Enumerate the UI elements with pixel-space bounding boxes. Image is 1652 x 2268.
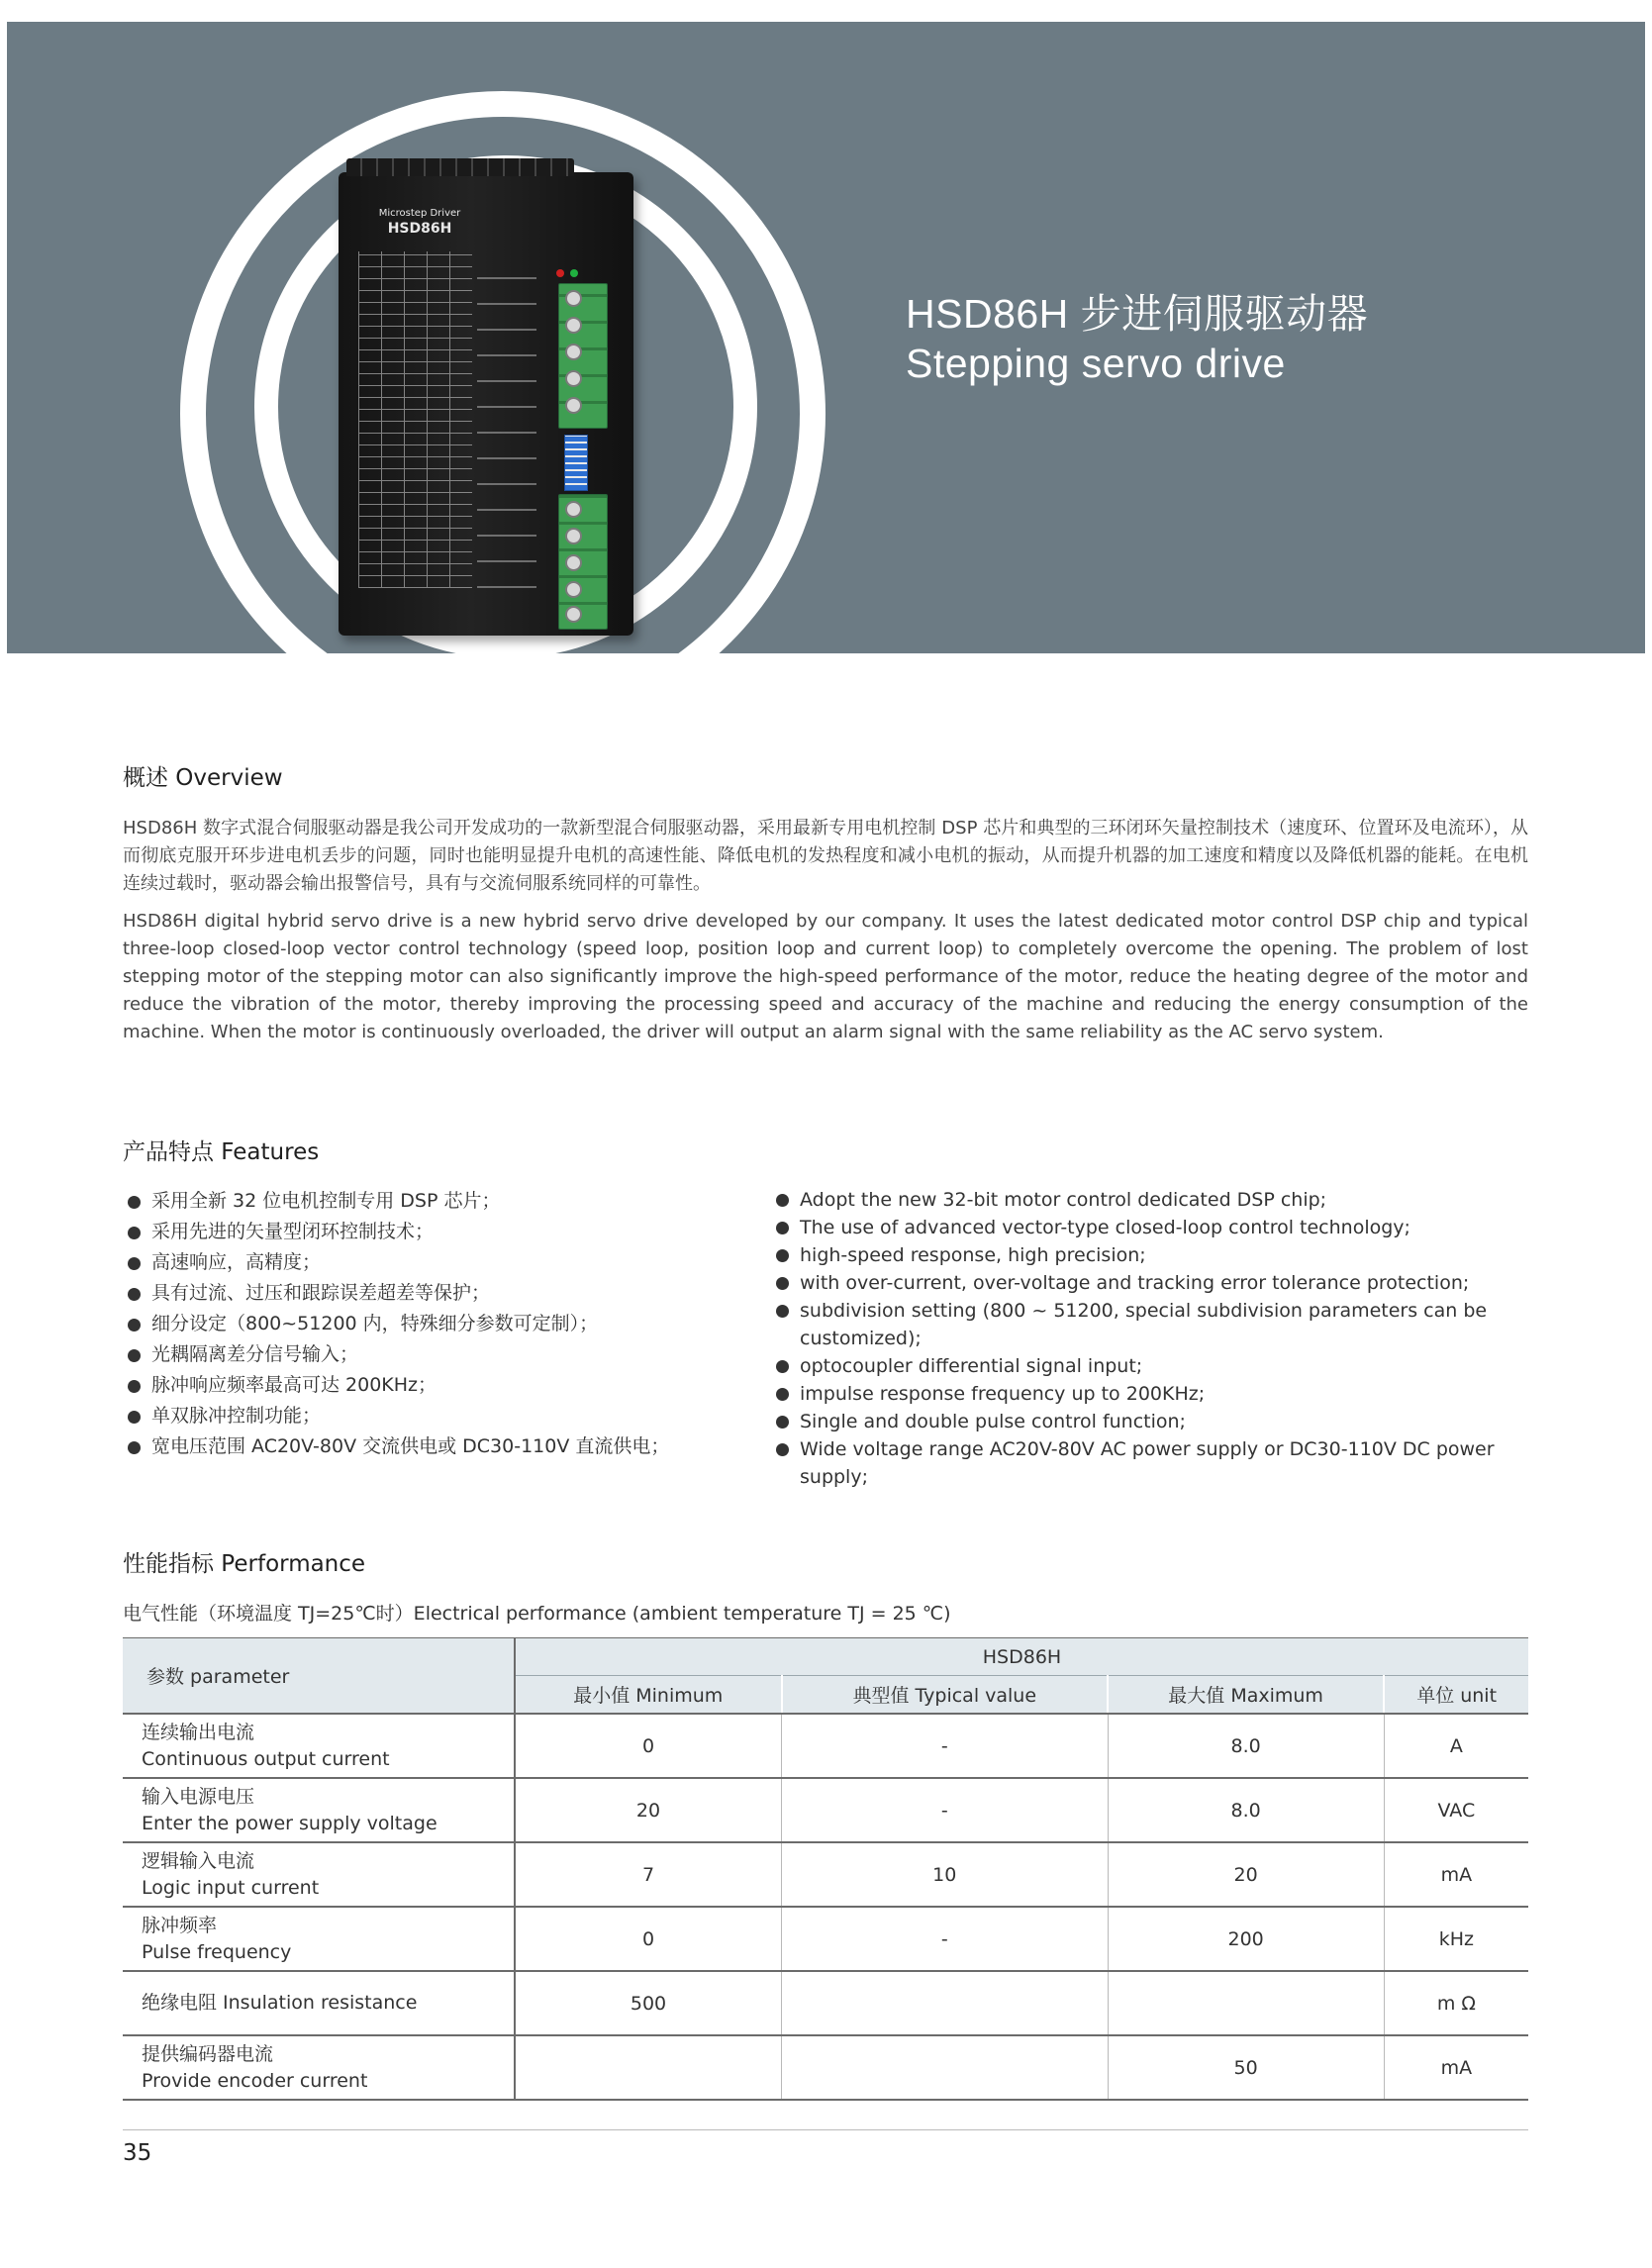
min-cell: 7: [515, 1842, 782, 1907]
param-cell: 提供编码器电流 Provide encoder current: [123, 2035, 515, 2100]
bullet-icon: [128, 1441, 141, 1454]
table-row: [123, 1714, 1528, 1778]
screw-icon: [565, 397, 582, 414]
list-item: 细分设定（800~51200 内，特殊细分参数可定制）；: [126, 1309, 759, 1339]
hero-title-cn: HSD86H 步进伺服驱动器: [906, 291, 1369, 337]
table-row: [123, 2035, 1528, 2100]
header-unit: 单位 unit: [1384, 1676, 1528, 1715]
footer-divider: [123, 2129, 1528, 2130]
typical-cell: 10: [782, 1842, 1108, 1907]
table-row: [123, 1907, 1528, 1971]
list-item: 光耦隔离差分信号输入；: [126, 1339, 759, 1370]
features-heading: 产品特点 Features: [123, 1139, 320, 1165]
max-cell: 200: [1108, 1907, 1384, 1971]
bullet-icon: [128, 1288, 141, 1301]
unit-cell: A: [1384, 1714, 1528, 1778]
typical-cell: [782, 1971, 1108, 2035]
unit-cell: m Ω: [1384, 1971, 1528, 2035]
max-cell: 20: [1108, 1842, 1384, 1907]
list-item: 脉冲响应频率最高可达 200KHz；: [126, 1370, 759, 1401]
list-item: high-speed response, high precision;: [774, 1241, 1528, 1269]
hero-title: [906, 289, 1368, 388]
header-typical: 典型值 Typical value: [782, 1676, 1108, 1715]
list-item: impulse response frequency up to 200KHz;: [774, 1380, 1528, 1408]
list-item: The use of advanced vector-type closed-loop control technology;: [774, 1214, 1528, 1241]
param-cell: 输入电源电压 Enter the power supply voltage: [123, 1778, 515, 1842]
signal-terminal-block: [558, 283, 608, 429]
bullet-icon: [776, 1443, 789, 1456]
list-item: with over-current, over-voltage and tracking error tolerance protection;: [774, 1269, 1528, 1297]
performance-caption: 电气性能（环境温度 TJ=25℃时）Electrical performance (ambient temperature TJ = 25 ℃): [123, 1603, 951, 1625]
param-cell: 连续输出电流 Continuous output current: [123, 1714, 515, 1778]
screw-icon: [565, 581, 582, 598]
list-item: 采用先进的矢量型闭环控制技术；: [126, 1217, 759, 1247]
screw-icon: [565, 528, 582, 544]
unit-cell: VAC: [1384, 1778, 1528, 1842]
alarm-led-icon: [556, 269, 564, 277]
power-led-icon: [570, 269, 578, 277]
header-max: 最大值 Maximum: [1108, 1676, 1384, 1715]
features-list-en: [774, 1186, 1528, 1491]
list-item: optocoupler differential signal input;: [774, 1352, 1528, 1380]
performance-heading: 性能指标 Performance: [123, 1551, 366, 1577]
header-param: 参数 parameter: [123, 1638, 515, 1714]
list-item: 具有过流、过压和跟踪误差超差等保护；: [126, 1278, 759, 1309]
bullet-icon: [128, 1411, 141, 1424]
unit-cell: kHz: [1384, 1907, 1528, 1971]
min-cell: [515, 2035, 782, 2100]
max-cell: [1108, 1971, 1384, 2035]
heatsink-fins: [346, 158, 574, 176]
max-cell: 8.0: [1108, 1778, 1384, 1842]
bullet-icon: [128, 1257, 141, 1270]
bullet-icon: [776, 1416, 789, 1429]
list-item: 单双脉冲控制功能；: [126, 1401, 759, 1431]
bullet-icon: [776, 1388, 789, 1401]
screw-icon: [565, 344, 582, 360]
overview-text-en: HSD86H digital hybrid servo drive is a new hybrid servo drive developed by our company. It uses the latest dedicated motor control DSP chip and typical three-loop closed-loop vector control technology (speed loop, position loop and current loop) to completely overcome the opening. The problem of lost stepping motor of the stepping motor can also significantly improve the high-speed performance of the motor, reduce the heating degree of the motor and reduce the vibration of the motor, thereby improving the processing speed and accuracy of the machine and reducing the energy consumption of the machine. When the motor is continuously overloaded, the driver will output an alarm signal with the same reliability as the AC servo system.: [123, 911, 1528, 1042]
typical-cell: -: [782, 1907, 1108, 1971]
bullet-icon: [776, 1277, 789, 1290]
overview-heading: 概述 Overview: [123, 765, 283, 791]
device-model-text: HSD86H: [387, 221, 452, 237]
screw-icon: [565, 606, 582, 623]
max-cell: 50: [1108, 2035, 1384, 2100]
list-item: 宽电压范围 AC20V-80V 交流供电或 DC30-110V 直流供电；: [126, 1431, 759, 1462]
param-cell: 绝缘电阻 Insulation resistance: [123, 1971, 515, 2035]
param-cell: 脉冲频率 Pulse frequency: [123, 1907, 515, 1971]
bullet-icon: [776, 1194, 789, 1207]
dip-switch: [564, 435, 588, 491]
bullet-icon: [128, 1319, 141, 1331]
device-label: [360, 208, 479, 237]
header-min: 最小值 Minimum: [515, 1676, 782, 1715]
bullet-icon: [128, 1349, 141, 1362]
table-row: [123, 1778, 1528, 1842]
power-terminal-block: [558, 494, 608, 630]
bullet-icon: [776, 1222, 789, 1234]
min-cell: 20: [515, 1778, 782, 1842]
list-item: subdivision setting (800 ~ 51200, special subdivision parameters can be customized);: [774, 1297, 1528, 1352]
typical-cell: -: [782, 1714, 1108, 1778]
screw-icon: [565, 317, 582, 334]
table-row: [123, 1842, 1528, 1907]
list-item: 采用全新 32 位电机控制专用 DSP 芯片；: [126, 1186, 759, 1217]
unit-cell: mA: [1384, 1842, 1528, 1907]
min-cell: 500: [515, 1971, 782, 2035]
device-label-text: Microstep Driver: [378, 208, 461, 219]
bullet-icon: [128, 1227, 141, 1239]
screw-icon: [565, 554, 582, 571]
bullet-icon: [128, 1380, 141, 1393]
list-item: Adopt the new 32-bit motor control dedicated DSP chip;: [774, 1186, 1528, 1214]
performance-table: [123, 1638, 1528, 2101]
header-model: HSD86H: [515, 1638, 1528, 1676]
device-current-table: [358, 251, 472, 588]
list-item: Single and double pulse control function;: [774, 1408, 1528, 1435]
screw-icon: [565, 290, 582, 307]
min-cell: 0: [515, 1714, 782, 1778]
bullet-icon: [128, 1196, 141, 1209]
screw-icon: [565, 501, 582, 518]
list-item: 高速响应，高精度；: [126, 1247, 759, 1278]
hero-banner: [7, 22, 1645, 653]
unit-cell: mA: [1384, 2035, 1528, 2100]
bullet-icon: [776, 1360, 789, 1373]
product-image-driver: [339, 172, 633, 636]
typical-cell: -: [782, 1778, 1108, 1842]
param-cell: 逻辑输入电流 Logic input current: [123, 1842, 515, 1907]
list-item: Wide voltage range AC20V-80V AC power supply or DC30-110V DC power supply;: [774, 1435, 1528, 1491]
table-row: [123, 1971, 1528, 2035]
typical-cell: [782, 2035, 1108, 2100]
overview-text-cn: HSD86H 数字式混合伺服驱动器是我公司开发成功的一款新型混合伺服驱动器，采用最新专用电机控制 DSP 芯片和典型的三环闭环矢量控制技术（速度环、位置环及电流环），从而彻底克服开环步进电机丢步的问题，同时也能明显提升电机的高速性能、降低电机的发热程度和减小电机的振动，从而提升机器的加工速度和精度以及降低机器的能耗。在电机连续过载时，驱动器会输出报警信号，具有与交流伺服系统同样的可靠性。: [123, 818, 1528, 894]
bullet-icon: [776, 1305, 789, 1318]
hero-title-en: Stepping servo drive: [906, 341, 1286, 386]
screw-icon: [565, 370, 582, 387]
bullet-icon: [776, 1249, 789, 1262]
device-pin-labels: [477, 271, 536, 608]
features-list-cn: [126, 1186, 759, 1462]
min-cell: 0: [515, 1907, 782, 1971]
page-number: 35: [123, 2140, 152, 2166]
max-cell: 8.0: [1108, 1714, 1384, 1778]
